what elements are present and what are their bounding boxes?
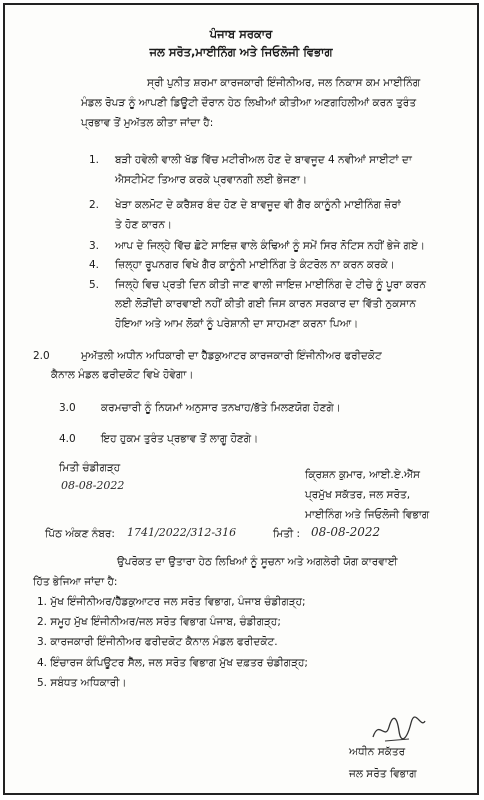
signatory-designation: ਪ੍ਰਮੁੱਖ ਸਕੱਤਰ, ਜਲ ਸਰੋਤ, xyxy=(305,489,411,501)
signatory-department: ਮਾਈਨਿੰਗ ਅਤੇ ਜਿਓਲੋਜੀ ਵਿਭਾਗ xyxy=(305,509,430,521)
header-government: ਪੰਜਾਬ ਸਰਕਾਰ xyxy=(209,27,273,41)
endorsement-label: ਪਿੱਠ ਅੰਕਣ ਨੰਬਰ: xyxy=(45,528,115,540)
footer-department: ਜਲ ਸਰੋਤ ਵਿਭਾਗ xyxy=(349,768,417,780)
recipient-item: 2. ਸਮੂਹ ਮੁੱਖ ਇੰਜੀਨੀਅਰ/ਜਲ ਸਰੋਤ ਵਿਭਾਗ ਪੰਜਾਬ, ਚੰਡੀਗੜ੍ਹ; xyxy=(37,616,281,628)
signature-scribble xyxy=(369,711,429,747)
header-department: ਜਲ ਸਰੋਤ,ਮਾਈਨਿੰਗ ਅਤੇ ਜਿਓਲੋਜੀ ਵਿਭਾਗ xyxy=(149,45,333,59)
order-date: 08-08-2022 xyxy=(61,479,125,492)
item-number: 5. xyxy=(89,279,100,291)
section-number: 3.0 xyxy=(59,402,76,414)
section-number: 2.0 xyxy=(33,350,50,362)
section-number: 4.0 xyxy=(59,433,76,445)
item-line: ਜਿਲ੍ਹੇ ਵਿਚ ਪ੍ਰਤੀ ਦਿਨ ਕੀਤੀ ਜਾਣ ਵਾਲੀ ਜਾਇਜ਼ ਮਾਈਨਿੰਗ ਦੇ ਟੀਚੇ ਨੂੰ ਪੂਰਾ ਕਰਨ xyxy=(115,279,426,291)
item-line: ਲਈ ਲੋੜੀਂਦੀ ਕਾਰਵਾਈ ਨਹੀਂ ਕੀਤੀ ਗਈ ਜਿਸ ਕਾਰਨ ਸਰਕਾਰ ਦਾ ਵਿੱਤੀ ਨੁਕਸਾਨ xyxy=(115,298,416,310)
section-line: ਕਰਮਚਾਰੀ ਨੂੰ ਨਿਯਮਾਂ ਅਨੁਸਾਰ ਤਨਖਾਹ/ਭੱਤੇ ਮਿਲਣਯੋਗ ਹੋਣਗੇ। xyxy=(101,402,341,414)
endorsement-date: 08-08-2022 xyxy=(311,525,381,539)
item-line: ਖੇੜਾ ਕਲਮੋਟ ਦੇ ਕਰੈਸ਼ਰ ਬੰਦ ਹੋਣ ਦੇ ਬਾਵਜੂਦ ਵੀ ਗੈਰ ਕਾਨੂੰਨੀ ਮਾਈਨਿੰਗ ਜ਼ੋਰਾਂ xyxy=(115,199,401,211)
item-line: ਐਸਟੀਮੇਟ ਤਿਆਰ ਕਰਕੇ ਪ੍ਰਵਾਨਗੀ ਲਈ ਭੇਜਣਾ। xyxy=(115,174,308,186)
intro-line-2: ਮੰਡਲ ਰੋਪੜ ਨੂੰ ਆਪਣੀ ਡਿਊਟੀ ਦੌਰਾਨ ਹੇਠ ਲਿਖੀਆਂ ਕੀਤੀਆ ਅਣਗਹਿਲੀਆਂ ਕਰਨ ਤੁਰੰਤ xyxy=(81,97,417,109)
item-number: 3. xyxy=(89,240,100,252)
item-line: ਹੋਇਆ ਅਤੇ ਆਮ ਲੋਕਾਂ ਨੂੰ ਪਰੇਸ਼ਾਨੀ ਦਾ ਸਾਹਮਣਾ ਕਰਨਾ ਪਿਆ। xyxy=(115,318,359,330)
item-number: 2. xyxy=(89,199,100,211)
recipient-item: 4. ਇੰਚਾਰਜ ਕੰਪਿਊਟਰ ਸੈੱਲ, ਜਲ ਸਰੋਤ ਵਿਭਾਗ ਮੁੱਖ ਦਫ਼ਤਰ ਚੰਡੀਗੜ੍ਹ; xyxy=(37,657,308,669)
item-line: ਤੇ ਹੋਣ ਕਾਰਨ। xyxy=(115,219,172,231)
copy-intro-line-2: ਹਿੱਤ ਭੇਜਿਆ ਜਾਂਦਾ ਹੈ: xyxy=(33,576,118,588)
item-number: 1. xyxy=(89,154,100,166)
section-line: ਇਹ ਹੁਕਮ ਤੁਰੰਤ ਪ੍ਰਭਾਵ ਤੋਂ ਲਾਗੂ ਹੋਣਗੇ। xyxy=(101,433,259,445)
item-line: ਬੜੀ ਹਵੇਲੀ ਵਾਲੀ ਖੱਡ ਵਿੱਚ ਮਟੀਰੀਅਲ ਹੋਣ ਦੇ ਬਾਵਜੂਦ 4 ਨਵੀਆਂ ਸਾਈਟਾਂ ਦਾ xyxy=(115,154,412,166)
item-line: ਆਪ ਦੇ ਜਿਲ੍ਹੇ ਵਿੱਚ ਛੋਟੇ ਸਾਇਜ਼ ਵਾਲੇ ਕੰਢਿਆਂ ਨੂੰ ਸਮੇਂ ਸਿਰ ਨੋਟਿਸ ਨਹੀਂ ਭੇਜੇ ਗਏ। xyxy=(115,240,425,252)
item-number: 4. xyxy=(89,259,100,271)
endorsement-number: 1741/2022/312-316 xyxy=(127,526,237,539)
intro-line-3: ਪ੍ਰਭਾਵ ਤੋਂ ਮੁਅੱਤਲ ਕੀਤਾ ਜਾਂਦਾ ਹੈ: xyxy=(81,117,214,129)
intro-line-1: ਸ੍ਰੀ ਪੁਨੀਤ ਸ਼ਰਮਾ ਕਾਰਜਕਾਰੀ ਇੰਜੀਨੀਅਰ, ਜਲ ਨਿਕਾਸ ਕਮ ਮਾਈਨਿੰਗ xyxy=(147,77,421,89)
section-line: ਮੁਅੱਤਲੀ ਅਧੀਨ ਅਧਿਕਾਰੀ ਦਾ ਹੈੱਡਕੁਆਟਰ ਕਾਰਜਕਾਰੀ ਇੰਜੀਨੀਅਰ ਫਰੀਦਕੋਟ xyxy=(81,350,382,362)
section-line: ਕੈਨਾਲ ਮੰਡਲ ਫਰੀਦਕੋਟ ਵਿਖੇ ਹੋਵੇਗਾ। xyxy=(51,369,194,381)
document-page xyxy=(3,3,479,795)
recipient-item: 5. ਸਬੰਧਤ ਅਧਿਕਾਰੀ। xyxy=(37,677,127,689)
copy-intro-line-1: ਉਪਰੋਕਤ ਦਾ ਉਤਾਰਾ ਹੇਠ ਲਿਖਿਆਂ ਨੂੰ ਸੂਚਨਾ ਅਤੇ ਅਗਲੇਰੀ ਯੋਗ ਕਾਰਵਾਈ xyxy=(117,556,398,568)
recipient-item: 3. ਕਾਰਜਕਾਰੀ ਇੰਜੀਨੀਅਰ ਫਰੀਦਕੋਟ ਕੈਨਾਲ ਮੰਡਲ ਫਰੀਦਕੋਟ. xyxy=(37,636,278,648)
place-label: ਮਿਤੀ ਚੰਡੀਗੜ੍ਹ xyxy=(59,462,121,474)
footer-designation: ਅਧੀਨ ਸਕੱਤਰ xyxy=(349,746,406,758)
endorsement-date-label: ਮਿਤੀ : xyxy=(273,528,301,540)
item-line: ਜ਼ਿਲ੍ਹਾ ਰੂਪਨਗਰ ਵਿਖੇ ਗੈਰ ਕਾਨੂੰਨੀ ਮਾਈਨਿੰਗ ਤੇ ਕੰਟਰੋਲ ਨਾ ਕਰਨ ਕਰਕੇ। xyxy=(115,259,395,271)
recipient-item: 1. ਮੁੱਖ ਇੰਜੀਨੀਅਰ/ਹੈੱਡਕੁਆਟਰ ਜਲ ਸਰੋਤ ਵਿਭਾਗ, ਪੰਜਾਬ ਚੰਡੀਗੜ੍ਹ; xyxy=(37,596,306,608)
signatory-name: ਕ੍ਰਿਸ਼ਨ ਕੁਮਾਰ, ਆਈ.ਏ.ਐੱਸ xyxy=(305,469,421,481)
